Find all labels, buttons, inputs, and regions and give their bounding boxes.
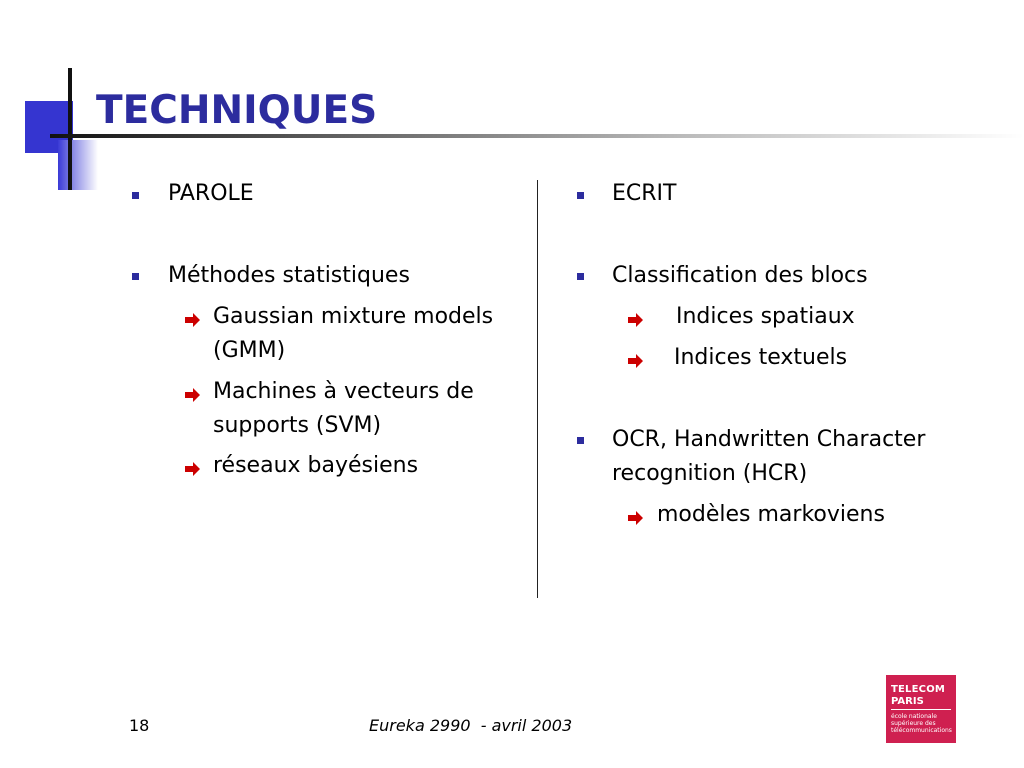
telecom-paris-logo: [886, 675, 956, 743]
left-sub1-line1: Gaussian mixture models: [213, 304, 494, 329]
left-heading: PAROLE: [168, 181, 254, 206]
column-divider: [537, 180, 538, 598]
arrow-right-icon: [185, 313, 200, 327]
right-classification: Classification des blocs: [612, 263, 868, 288]
arrow-right-icon: [628, 354, 643, 368]
logo-separator: [891, 709, 951, 710]
right-sub2: Indices textuels: [674, 345, 848, 370]
logo-line3: école nationale supérieure des télécommunications: [891, 713, 952, 734]
right-heading: ECRIT: [612, 181, 677, 206]
arrow-right-icon: [628, 511, 643, 525]
left-sub2-line2: supports (SVM): [213, 413, 382, 438]
logo-line2: PARIS: [891, 696, 924, 707]
left-sub1-line2: (GMM): [213, 338, 286, 363]
arrow-right-icon: [628, 313, 643, 327]
square-bullet-icon: [577, 437, 584, 444]
page-number: 18: [129, 716, 150, 735]
footer-text: Eureka 2990 - avril 2003: [369, 716, 573, 735]
right-sub3: modèles markoviens: [657, 502, 885, 527]
square-bullet-icon: [132, 192, 139, 199]
logo-line1: TELECOM: [891, 684, 946, 695]
square-bullet-icon: [577, 273, 584, 280]
left-sub3: réseaux bayésiens: [213, 453, 419, 478]
decor-vertical-line: [68, 68, 72, 190]
decor-horizontal-line: [50, 134, 1024, 138]
square-bullet-icon: [132, 273, 139, 280]
right-ocr-line2: recognition (HCR): [612, 461, 808, 486]
right-sub1: Indices spatiaux: [676, 304, 855, 329]
slide-title: TECHNIQUES: [96, 88, 378, 133]
decor-blue-fade: [58, 140, 98, 190]
arrow-right-icon: [185, 388, 200, 402]
arrow-right-icon: [185, 462, 200, 476]
left-methods: Méthodes statistiques: [168, 263, 410, 288]
right-ocr-line1: OCR, Handwritten Character: [612, 427, 926, 452]
left-sub2-line1: Machines à vecteurs de: [213, 379, 474, 404]
square-bullet-icon: [577, 192, 584, 199]
